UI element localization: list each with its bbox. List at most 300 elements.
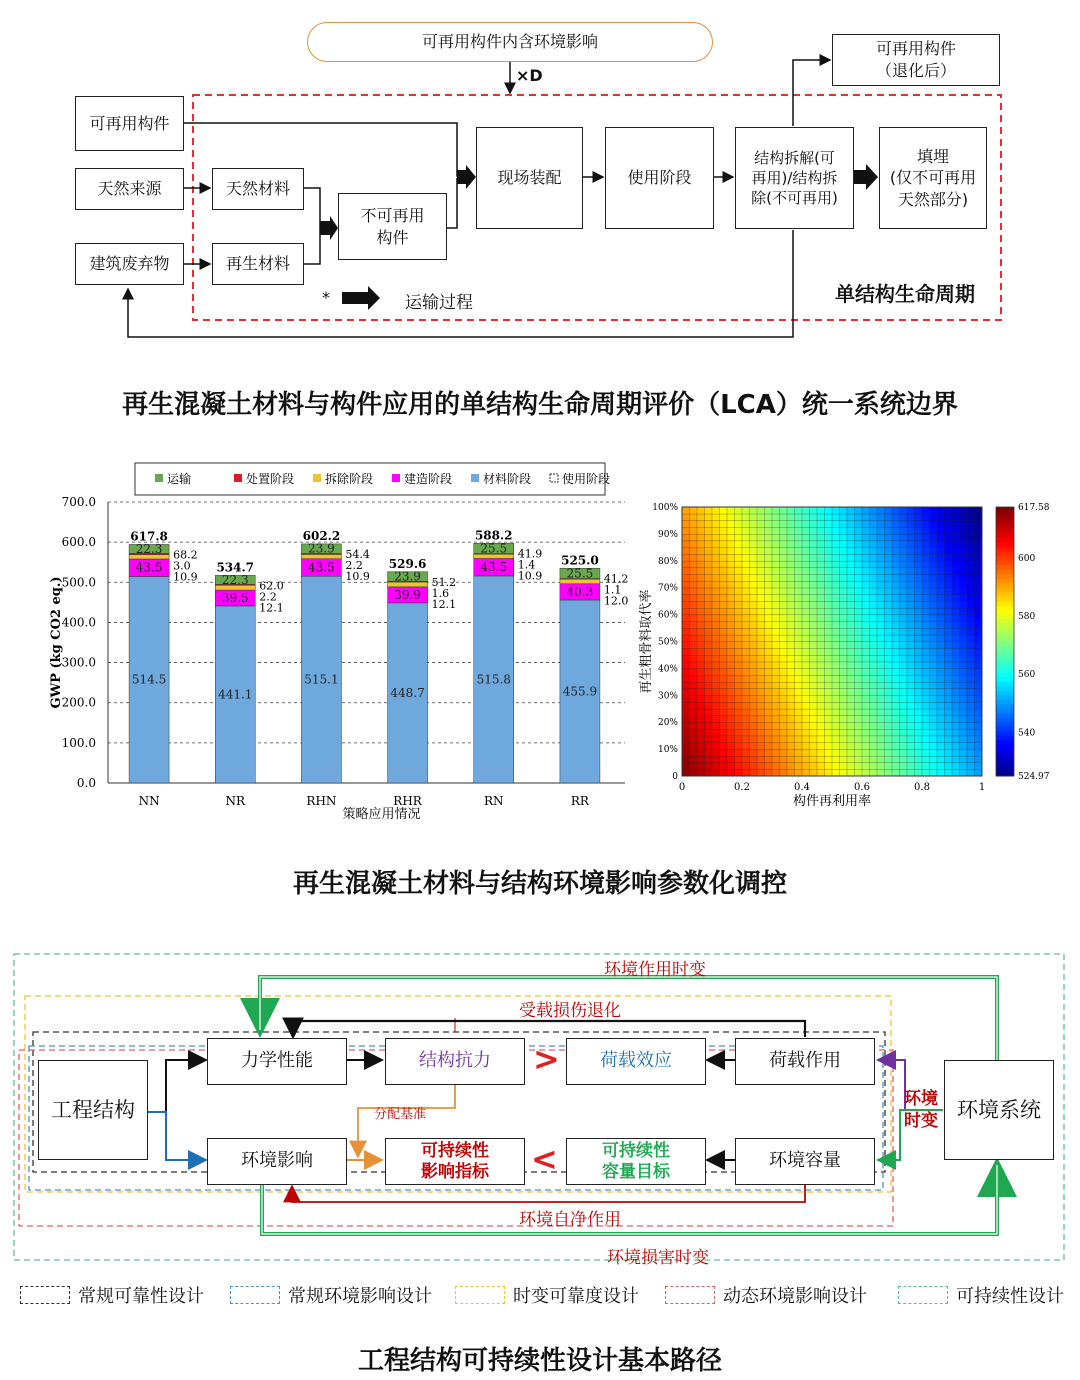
heatmap-cell [780, 574, 788, 581]
heatmap-cell [750, 702, 758, 709]
heatmap-cell [840, 594, 848, 601]
heatmap-cell [930, 736, 938, 743]
colorbar-step [996, 529, 1014, 534]
legend-entry: 材料阶段 [483, 472, 532, 486]
heatmap-cell [712, 729, 720, 736]
heatmap-cell [862, 756, 870, 763]
heatmap-cell [952, 608, 960, 615]
heatmap-cell [712, 769, 720, 776]
heatmap-cell [922, 534, 930, 541]
heatmap-cell [780, 514, 788, 521]
heatmap-cell [922, 635, 930, 642]
heatmap-cell [862, 655, 870, 662]
heatmap-cell [840, 554, 848, 561]
heatmap-cell [960, 621, 968, 628]
heatmap-cell [757, 722, 765, 729]
colorbar-step [996, 668, 1014, 673]
heatmap-cell [862, 594, 870, 601]
heatmap-cell [892, 642, 900, 649]
heatmap-cell [682, 709, 690, 716]
heatmap-cell [870, 514, 878, 521]
heatmap-cell [907, 702, 915, 709]
heatmap-cell [915, 615, 923, 622]
heatmap-cell [705, 695, 713, 702]
bar-value-label: 448.7 [390, 685, 425, 700]
heatmap-cell [705, 601, 713, 608]
heatmap-cell [877, 709, 885, 716]
heatmap-cell [907, 574, 915, 581]
heatmap-cell [945, 655, 953, 662]
heatmap-cell [772, 702, 780, 709]
heatmap-cell [697, 628, 705, 635]
heatmap-cell [787, 722, 795, 729]
heatmap-cell [862, 675, 870, 682]
heatmap-cell [945, 594, 953, 601]
heatmap-cell [877, 668, 885, 675]
heatmap-cell [682, 648, 690, 655]
heatmap-cell [975, 541, 983, 548]
y-tick-label: 0.0 [76, 776, 96, 790]
heatmap-cell [870, 763, 878, 770]
heatmap-cell [727, 615, 735, 622]
heatmap-cell [862, 514, 870, 521]
heatmap-cell [892, 749, 900, 756]
heatmap-cell [712, 675, 720, 682]
heatmap-cell [720, 749, 728, 756]
heatmap-cell [922, 702, 930, 709]
heatmap-cell [757, 514, 765, 521]
heatmap-cell [975, 682, 983, 689]
heatmap-cell [780, 655, 788, 662]
heatmap-cell [885, 689, 893, 696]
heatmap-cell [877, 628, 885, 635]
heatmap-cell [862, 527, 870, 534]
heatmap-cell [930, 574, 938, 581]
colorbar-step [996, 664, 1014, 669]
heatmap-cell [682, 608, 690, 615]
heatmap-cell [810, 534, 818, 541]
heatmap-cell [892, 736, 900, 743]
heatmap-cell [915, 527, 923, 534]
heatmap-cell [712, 581, 720, 588]
heatmap-cell [817, 675, 825, 682]
heatmap-x-tick: 1 [978, 782, 986, 793]
heatmap-cell [832, 729, 840, 736]
heatmap-cell [780, 722, 788, 729]
heatmap-cell [735, 642, 743, 649]
heatmap-cell [780, 749, 788, 756]
heatmap-cell [682, 742, 690, 749]
heatmap-cell [945, 554, 953, 561]
heatmap-y-tick: 50% [657, 637, 678, 648]
heatmap-cell [750, 722, 758, 729]
heatmap-cell [690, 594, 698, 601]
heatmap-cell [690, 655, 698, 662]
heatmap-cell [802, 594, 810, 601]
heatmap-cell [930, 507, 938, 514]
legend-swatch [455, 1286, 505, 1304]
heatmap-cell [810, 648, 818, 655]
heatmap-cell [750, 729, 758, 736]
heatmap-cell [787, 594, 795, 601]
heatmap-cell [877, 689, 885, 696]
heatmap-cell [885, 769, 893, 776]
heatmap-cell [712, 689, 720, 696]
heatmap-cell [750, 541, 758, 548]
heatmap-cell [832, 574, 840, 581]
heatmap-cell [862, 702, 870, 709]
heatmap-cell [780, 547, 788, 554]
heatmap-cell [787, 702, 795, 709]
heatmap-cell [795, 547, 803, 554]
heatmap-cell [877, 648, 885, 655]
heatmap-cell [727, 722, 735, 729]
heatmap-cell [967, 689, 975, 696]
heatmap-cell [945, 534, 953, 541]
heatmap-cell [892, 608, 900, 615]
heatmap-cell [975, 722, 983, 729]
heatmap-cell [705, 541, 713, 548]
heatmap-cell [720, 561, 728, 568]
heatmap-cell [937, 736, 945, 743]
heatmap-cell [847, 581, 855, 588]
heatmap-cell [832, 547, 840, 554]
colorbar-step [996, 543, 1014, 548]
heatmap-cell [720, 682, 728, 689]
heatmap-cell [742, 514, 750, 521]
heatmap-cell [870, 722, 878, 729]
heatmap-cell [817, 742, 825, 749]
heatmap-cell [855, 756, 863, 763]
heatmap-cell [682, 527, 690, 534]
heatmap-cell [780, 702, 788, 709]
heatmap-cell [915, 642, 923, 649]
heatmap-cell [952, 769, 960, 776]
x-tick-label: RHN [306, 794, 337, 808]
heatmap-cell [825, 668, 833, 675]
heatmap-cell [780, 769, 788, 776]
heatmap-cell [750, 514, 758, 521]
heatmap-cell [870, 527, 878, 534]
heatmap-cell [697, 756, 705, 763]
heatmap-cell [877, 655, 885, 662]
heatmap-cell [885, 655, 893, 662]
heatmap-cell [870, 715, 878, 722]
heatmap-cell [795, 648, 803, 655]
heatmap-cell [892, 554, 900, 561]
heatmap-cell [847, 675, 855, 682]
heatmap-cell [832, 568, 840, 575]
heatmap-cell [930, 520, 938, 527]
heatmap-cell [967, 507, 975, 514]
heatmap-cell [885, 715, 893, 722]
heatmap-cell [795, 722, 803, 729]
heatmap-cell [735, 756, 743, 763]
heatmap-cell [862, 749, 870, 756]
heatmap-cell [802, 736, 810, 743]
heatmap-cell [787, 601, 795, 608]
colorbar-step [996, 749, 1014, 754]
heatmap-cell [885, 581, 893, 588]
heatmap-cell [907, 601, 915, 608]
heatmap-cell [900, 682, 908, 689]
heatmap-cell [697, 689, 705, 696]
heatmap-cell [885, 621, 893, 628]
heatmap-cell [765, 628, 773, 635]
heatmap-cell [900, 689, 908, 696]
heatmap-cell [892, 561, 900, 568]
heatmap-cell [757, 736, 765, 743]
heatmap-cell [682, 554, 690, 561]
heatmap-cell [847, 695, 855, 702]
heatmap-cell [750, 594, 758, 601]
heatmap-cell [960, 554, 968, 561]
heatmap-cell [870, 742, 878, 749]
heatmap-cell [840, 769, 848, 776]
heatmap-cell [915, 554, 923, 561]
heatmap-cell [787, 715, 795, 722]
heatmap-cell [817, 756, 825, 763]
heatmap-cell [967, 554, 975, 561]
heatmap-cell [735, 615, 743, 622]
heatmap-cell [892, 635, 900, 642]
heatmap-cell [682, 702, 690, 709]
heatmap-cell [885, 608, 893, 615]
heatmap-cell [915, 729, 923, 736]
heatmap-cell [750, 763, 758, 770]
heatmap-cell [937, 588, 945, 595]
heatmap-cell [975, 615, 983, 622]
heatmap-cell [727, 695, 735, 702]
heatmap-cells [682, 507, 982, 776]
heatmap-cell [802, 541, 810, 548]
heatmap-cell [952, 534, 960, 541]
heatmap-cell [847, 763, 855, 770]
heatmap-cell [915, 608, 923, 615]
heatmap-cell [885, 702, 893, 709]
heatmap-cell [877, 568, 885, 575]
heatmap-cell [742, 729, 750, 736]
heatmap-cell [810, 695, 818, 702]
heatmap-cell [825, 655, 833, 662]
heatmap-cell [742, 709, 750, 716]
heatmap-cell [847, 742, 855, 749]
legend-label: 常规环境影响设计 [288, 1286, 432, 1307]
heatmap-cell [727, 682, 735, 689]
heatmap-cell [757, 729, 765, 736]
heatmap-cell [795, 541, 803, 548]
heatmap-cell [885, 709, 893, 716]
legend-time-reliability [455, 1282, 639, 1308]
heatmap-cell [765, 514, 773, 521]
heatmap-cell [802, 621, 810, 628]
heatmap-cell [975, 642, 983, 649]
heatmap-cell [922, 561, 930, 568]
heatmap-cell [810, 715, 818, 722]
heatmap-cell [922, 588, 930, 595]
heatmap-cell [832, 709, 840, 716]
heatmap-cell [735, 715, 743, 722]
heatmap-cell [795, 695, 803, 702]
heatmap-cell [877, 581, 885, 588]
heatmap-cell [787, 547, 795, 554]
heatmap-cell [825, 709, 833, 716]
heatmap-cell [765, 763, 773, 770]
heatmap-cell [780, 668, 788, 675]
heatmap-cell [690, 581, 698, 588]
heatmap-cell [855, 628, 863, 635]
heatmap-cell [757, 655, 765, 662]
heatmap-cell [727, 662, 735, 669]
heatmap-cell [937, 574, 945, 581]
heatmap-cell [847, 769, 855, 776]
heatmap-cell [690, 574, 698, 581]
heatmap-cell [825, 769, 833, 776]
heatmap-cell [855, 749, 863, 756]
heatmap-cell [900, 594, 908, 601]
caption-parametric: 再生混凝土材料与结构环境影响参数化调控 [292, 869, 787, 899]
heatmap-cell [855, 729, 863, 736]
heatmap-cell [765, 507, 773, 514]
heatmap-cell [690, 601, 698, 608]
heatmap-cell [937, 527, 945, 534]
heatmap-cell [690, 554, 698, 561]
heatmap-cell [960, 709, 968, 716]
heatmap-cell [832, 507, 840, 514]
heatmap-cell [727, 594, 735, 601]
heatmap-cell [900, 581, 908, 588]
heatmap-cell [937, 769, 945, 776]
heatmap-cell [915, 668, 923, 675]
heatmap-cell [975, 742, 983, 749]
colorbar-step [996, 709, 1014, 714]
heatmap-cell [832, 615, 840, 622]
heatmap-cell [720, 615, 728, 622]
heatmap-cell [937, 601, 945, 608]
heatmap-cell [757, 763, 765, 770]
heatmap-cell [937, 702, 945, 709]
heatmap-cell [825, 507, 833, 514]
heatmap-cell [765, 715, 773, 722]
heatmap-cell [765, 736, 773, 743]
heatmap-cell [945, 736, 953, 743]
heatmap-cell [787, 534, 795, 541]
dismantle-box: 结构拆解(可 再用)/结构拆 除(不可再用) [735, 127, 854, 229]
colorbar-step [996, 561, 1014, 566]
bar-value-label: 23.9 [308, 541, 335, 556]
heatmap-cell [765, 769, 773, 776]
heatmap-cell [765, 621, 773, 628]
heatmap-cell [712, 709, 720, 716]
heatmap-cell [840, 702, 848, 709]
heatmap-cell [735, 594, 743, 601]
heatmap-cell [735, 554, 743, 561]
heatmap-cell [855, 615, 863, 622]
heatmap-cell [832, 763, 840, 770]
heatmap-cell [870, 574, 878, 581]
heatmap-cell [825, 763, 833, 770]
heatmap-cell [960, 581, 968, 588]
heatmap-cell [817, 769, 825, 776]
colorbar-step [996, 579, 1014, 584]
heatmap-cell [817, 749, 825, 756]
heatmap-cell [832, 655, 840, 662]
heatmap-cell [712, 742, 720, 749]
heatmap-cell [870, 594, 878, 601]
heatmap-cell [787, 769, 795, 776]
heatmap-cell [907, 547, 915, 554]
heatmap-cell [915, 655, 923, 662]
heatmap-cell [795, 601, 803, 608]
heatmap-cell [735, 648, 743, 655]
heatmap-cell [735, 702, 743, 709]
colorbar-step [996, 565, 1014, 570]
heatmap-cell [780, 736, 788, 743]
heatmap-cell [855, 520, 863, 527]
heatmap-cell [900, 541, 908, 548]
heatmap-cell [832, 722, 840, 729]
heatmap-cell [795, 568, 803, 575]
colorbar-step [996, 538, 1014, 543]
heatmap-cell [877, 547, 885, 554]
heatmap-cell [840, 588, 848, 595]
heatmap-cell [907, 689, 915, 696]
bar-value-label: 43.5 [480, 560, 508, 575]
legend-label: 可持续性设计 [956, 1286, 1064, 1307]
heatmap-cell [795, 769, 803, 776]
heatmap-cell [765, 722, 773, 729]
heatmap-cell [937, 554, 945, 561]
heatmap-cell [960, 648, 968, 655]
colorbar-step [996, 588, 1014, 593]
x-tick-label: NR [225, 794, 246, 808]
heatmap-cell [720, 520, 728, 527]
eng-struct-box: 工程结构 [38, 1060, 148, 1160]
heatmap-cell [795, 662, 803, 669]
bar-side-label: 10.9 [517, 569, 543, 583]
heatmap-cell [795, 742, 803, 749]
heatmap-cell [817, 554, 825, 561]
heatmap-cell [975, 695, 983, 702]
heatmap-cell [937, 608, 945, 615]
heatmap-cell [862, 736, 870, 743]
heatmap-cell [832, 514, 840, 521]
heatmap-cell [817, 608, 825, 615]
heatmap-cell [765, 547, 773, 554]
heatmap-cell [742, 742, 750, 749]
heatmap-cell [915, 574, 923, 581]
heatmap-cell [952, 568, 960, 575]
heatmap-cell [825, 534, 833, 541]
heatmap-cell [862, 534, 870, 541]
heatmap-cell [802, 709, 810, 716]
chart-legend [135, 463, 610, 495]
heatmap-cell [952, 763, 960, 770]
heatmap-cell [810, 682, 818, 689]
heatmap-cell [847, 615, 855, 622]
heatmap-cell [765, 689, 773, 696]
heatmap-cell [862, 722, 870, 729]
heatmap-cell [945, 520, 953, 527]
heatmap-cell [870, 749, 878, 756]
heatmap-cell [930, 729, 938, 736]
heatmap-cell [892, 668, 900, 675]
heatmap-cell [892, 662, 900, 669]
heatmap-cell [682, 769, 690, 776]
heatmap-cell [840, 749, 848, 756]
heatmap-cell [750, 588, 758, 595]
heatmap-cell [787, 682, 795, 689]
